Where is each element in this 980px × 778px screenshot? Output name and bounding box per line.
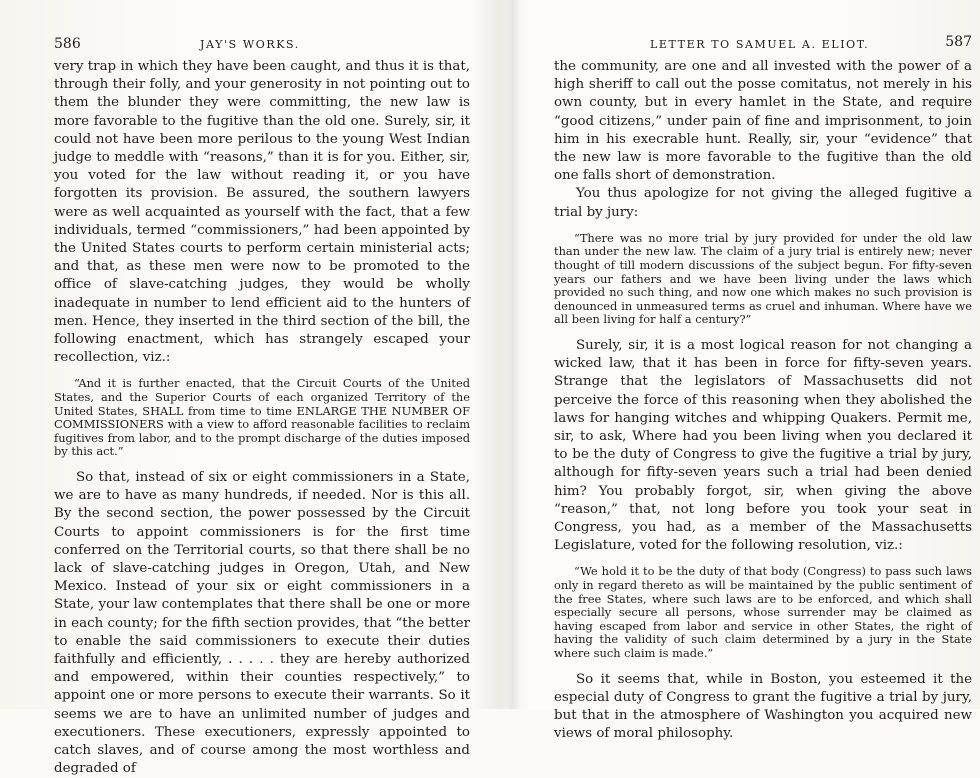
left-page-number: 586 xyxy=(54,36,81,52)
left-quote-1: “And it is further enacted, that the Circuit Courts of the United States, and the Superior Courts of each organized Territory of the United States, SHALL from time to time ENLARGE THE NUMBER OF COMMISSIONERS with a view to afford reasonable facilities to reclaim fugitives from labor, and to the prompt discharge of the duties imposed by this act.” xyxy=(54,376,470,459)
right-page xyxy=(554,36,972,743)
right-page-number: 587 xyxy=(945,34,972,50)
right-running-head xyxy=(554,36,972,58)
right-paragraph-1: the community, are one and all invested with the power of a high sheriff to call out the posse comitatus, not merely in his own county, but in every hamlet in the State, and require “good citizens,” under pain of fine and imprisonment, to join him in his execrable hunt. Really, sir, your “evidence” that the new law is more favorable to the fugitive than the old one falls short of demonstration. xyxy=(554,59,972,184)
left-running-title: JAY'S WORKS. xyxy=(200,38,300,51)
left-paragraph-2: So that, instead of six or eight commissioners in a State, we are to have as many hundreds, if needed. Nor is this all. By the second section, the power possessed by the Circuit Courts to appoint commissioners is for the first time conferred on the Territorial courts, so that there shall be no lack of slave-catching judges in Oregon, Utah, and New Mexico. Instead of your six or eight commissioners in a State, your law contemplates that there shall be one or more in each county; for the fifth section provides, that “the better to enable the said commissioners to execute their duties faithfully and efficiently, . . . . . they are hereby authorized and empowered, within their counties respectively,” to appoint one or more persons to execute their warrants. So it seems we are to have an unlimited number of judges and executioners. These executioners, expressly appointed to catch slaves, and of course among the most worthless and degraded of xyxy=(54,470,470,777)
right-paragraph-3: Surely, sir, it is a most logical reason for not changing a wicked law, that it has been in force for fifty-seven years. Strange that the legislators of Massachusetts did not perceive the force of this reasoning when they abolished the laws for hanging witches and whipping Quakers. Permit me, sir, to ask, Where had you been living when you declared it to be the duty of Congress to give the fugitive a trial by jury, although for fifty-seven years such a trial had been denied him? You probably forgot, sir, when giving the above “reason,” that, not long before you took your seat in Congress, you had, as a member of the Massachusetts Legislature, voted for the following resolution, viz.: xyxy=(554,337,972,554)
right-running-title: LETTER TO SAMUEL A. ELIOT. xyxy=(650,38,870,51)
right-quote-1: “There was no more trial by jury provided for under the old law than under the new law. The claim of a jury trial is entirely new; never thought of till modern discussions of the subject begun. For fifty-seven years our fathers and we have been living under the laws which provided no such thing, and now one which makes no such provision is denounced in unmeasured terms as cruel and inhuman. Where have we all been living for half a century?” xyxy=(554,230,972,327)
right-quote-2: “We hold it to be the duty of that body (Congress) to pass such laws only in regard thereto as will be maintained by the public sentiment of the free States, where such laws are to be enforced, and which shall especially secure all persons, whose surrender may be claimed as having escaped from labor and service in other States, the right of having the validity of such claim determined by a jury in the State where such claim is made.” xyxy=(554,564,972,660)
right-paragraph-2: You thus apologize for not giving the alleged fugitive a trial by jury: xyxy=(554,186,972,220)
left-page xyxy=(54,36,470,778)
page-gutter xyxy=(506,0,520,709)
left-running-head xyxy=(54,36,470,58)
right-paragraph-4: So it seems that, while in Boston, you esteemed it the especial duty of Congress to grant the fugitive a trial by jury, but that in the atmosphere of Washington you acquired new views of moral philosophy. xyxy=(554,671,972,742)
left-paragraph-1: very trap in which they have been caught, and thus it is that, through their folly, and your generosity in not pointing out to them the blunder they were committing, the new law is more favorable to the fugitive than the old one. Surely, sir, it could not have been more perilous to the young West Indian judge to meddle with “reasons,” than it is for you. Either, sir, you voted for the law without reading it, or you have forgotten its provision. Be assured, the southern lawyers were as well acquainted as yourself with the fact, that a few individuals, termed “commissioners,” had been appointed by the United States courts to perform certain ministerial acts; and that, as these men were now to be promoted to the office of slave-catching judges, they would be wholly inadequate in number to lend efficient aid to the hunters of men. Hence, they inserted in the third section of the bill, the following enactment, which has strangely escaped your recollection, viz.: xyxy=(54,59,470,366)
